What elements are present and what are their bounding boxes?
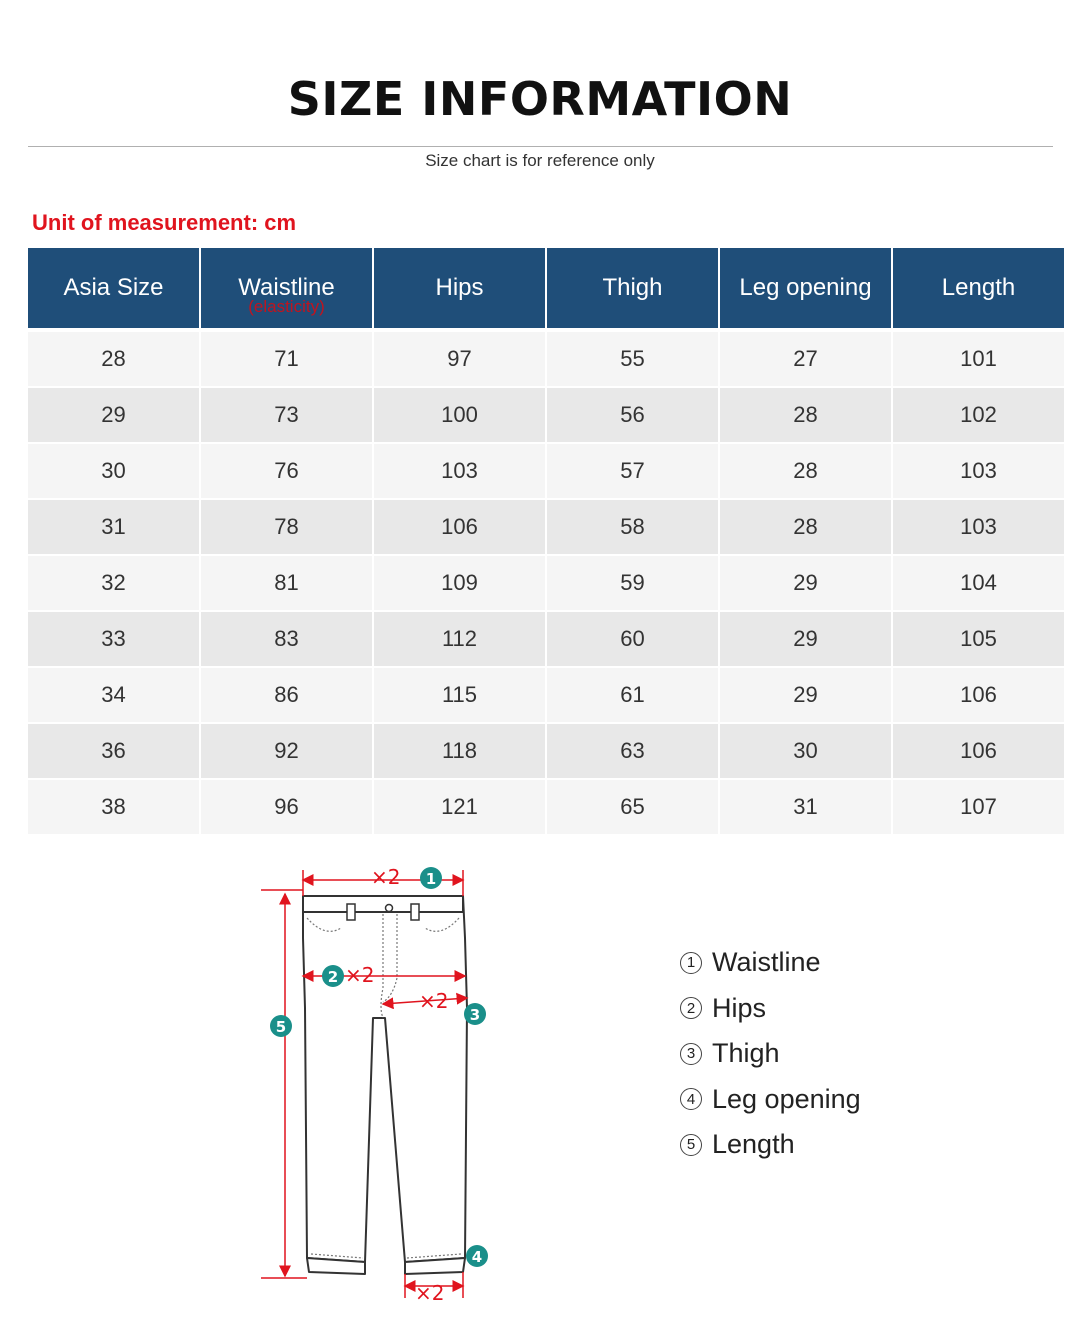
marker-2	[322, 965, 344, 987]
table-cell: 65	[547, 780, 718, 834]
header-sublabel: (elasticity)	[248, 297, 325, 316]
table-cell: 92	[201, 724, 372, 778]
table-cell: 31	[720, 780, 891, 834]
table-row	[28, 444, 1054, 498]
legend-item-thigh	[680, 1031, 861, 1077]
table-cell: 112	[374, 612, 545, 666]
table-row	[28, 388, 1054, 442]
table-cell: 27	[720, 332, 891, 386]
header-label: Hips	[435, 274, 484, 301]
marker-number: 1	[425, 870, 437, 888]
multiplier-label: ×2	[419, 989, 449, 1013]
legend-number: 4	[680, 1088, 702, 1110]
header-waistline	[201, 248, 372, 328]
table-cell: 61	[547, 668, 718, 722]
table-cell: 73	[201, 388, 372, 442]
table-cell: 29	[28, 388, 199, 442]
table-cell: 86	[201, 668, 372, 722]
legend-number: 5	[680, 1134, 702, 1156]
multiplier-label: ×2	[371, 865, 401, 889]
marker-3	[464, 1003, 486, 1025]
table-cell: 103	[374, 444, 545, 498]
table-cell: 59	[547, 556, 718, 610]
table-cell: 29	[720, 668, 891, 722]
header-thigh	[547, 248, 718, 328]
legend-item-hips	[680, 986, 861, 1032]
legend-item-waistline	[680, 940, 861, 986]
pants-illustration	[255, 858, 495, 1308]
legend-label: Thigh	[712, 1038, 780, 1069]
table-cell: 121	[374, 780, 545, 834]
legend-item-length	[680, 1122, 861, 1168]
legend-label: Length	[712, 1129, 795, 1160]
header-label: Leg opening	[739, 274, 872, 301]
table-cell: 106	[893, 724, 1064, 778]
table-row	[28, 724, 1054, 778]
marker-1	[420, 867, 442, 889]
marker-number: 4	[471, 1248, 483, 1266]
table-row	[28, 556, 1054, 610]
table-row	[28, 612, 1054, 666]
table-cell: 101	[893, 332, 1064, 386]
header-length	[893, 248, 1064, 328]
table-cell: 29	[720, 612, 891, 666]
marker-number: 5	[275, 1018, 287, 1036]
header-hips	[374, 248, 545, 328]
table-cell: 103	[893, 444, 1064, 498]
table-cell: 33	[28, 612, 199, 666]
table-cell: 104	[893, 556, 1064, 610]
table-cell: 96	[201, 780, 372, 834]
table-cell: 118	[374, 724, 545, 778]
legend-number: 1	[680, 952, 702, 974]
multiplier-label: ×2	[415, 1281, 445, 1305]
table-cell: 83	[201, 612, 372, 666]
marker-4	[466, 1245, 488, 1267]
table-cell: 28	[28, 332, 199, 386]
header-label: Thigh	[602, 274, 663, 301]
table-cell: 58	[547, 500, 718, 554]
legend-number: 2	[680, 997, 702, 1019]
table-cell: 97	[374, 332, 545, 386]
header-label: Waistline	[238, 274, 335, 301]
legend-label: Leg opening	[712, 1083, 861, 1114]
table-row	[28, 332, 1054, 386]
header-label: Length	[941, 274, 1016, 301]
table-cell: 28	[720, 500, 891, 554]
table-cell: 30	[28, 444, 199, 498]
table-row	[28, 668, 1054, 722]
table-cell: 76	[201, 444, 372, 498]
pants-diagram	[255, 858, 495, 1308]
table-cell: 115	[374, 668, 545, 722]
table-cell: 103	[893, 500, 1064, 554]
legend-label: Waistline	[712, 947, 821, 978]
size-table	[28, 248, 1054, 834]
marker-5	[270, 1015, 292, 1037]
table-cell: 102	[893, 388, 1064, 442]
table-cell: 32	[28, 556, 199, 610]
table-cell: 71	[201, 332, 372, 386]
table-cell: 30	[720, 724, 891, 778]
marker-number: 2	[327, 968, 339, 986]
unit-label: Unit of measurement: cm	[32, 210, 297, 235]
header-leg-opening	[720, 248, 891, 328]
table-cell: 100	[374, 388, 545, 442]
table-row	[28, 500, 1054, 554]
table-cell: 34	[28, 668, 199, 722]
table-row	[28, 780, 1054, 834]
table-header-row	[28, 248, 1054, 328]
table-cell: 31	[28, 500, 199, 554]
page-title: SIZE INFORMATION	[287, 72, 793, 126]
table-cell: 55	[547, 332, 718, 386]
marker-number: 3	[469, 1006, 481, 1024]
legend-label: Hips	[712, 992, 767, 1023]
table-cell: 57	[547, 444, 718, 498]
table-cell: 28	[720, 388, 891, 442]
table-cell: 81	[201, 556, 372, 610]
table-cell: 36	[28, 724, 199, 778]
header-asia-size	[28, 248, 199, 328]
legend-number: 3	[680, 1043, 702, 1065]
table-cell: 106	[374, 500, 545, 554]
header-label: Asia Size	[63, 274, 164, 301]
table-cell: 109	[374, 556, 545, 610]
table-cell: 78	[201, 500, 372, 554]
table-cell: 38	[28, 780, 199, 834]
title-divider	[28, 146, 1053, 147]
measurement-legend	[680, 940, 861, 1168]
table-cell: 63	[547, 724, 718, 778]
table-cell: 105	[893, 612, 1064, 666]
table-cell: 56	[547, 388, 718, 442]
table-cell: 60	[547, 612, 718, 666]
multiplier-label: ×2	[345, 963, 375, 987]
legend-item-leg-opening	[680, 1077, 861, 1123]
table-cell: 106	[893, 668, 1064, 722]
table-cell: 107	[893, 780, 1064, 834]
pants-outline	[303, 896, 467, 1274]
table-cell: 28	[720, 444, 891, 498]
page-subtitle: Size chart is for reference only	[425, 151, 655, 170]
table-cell: 29	[720, 556, 891, 610]
